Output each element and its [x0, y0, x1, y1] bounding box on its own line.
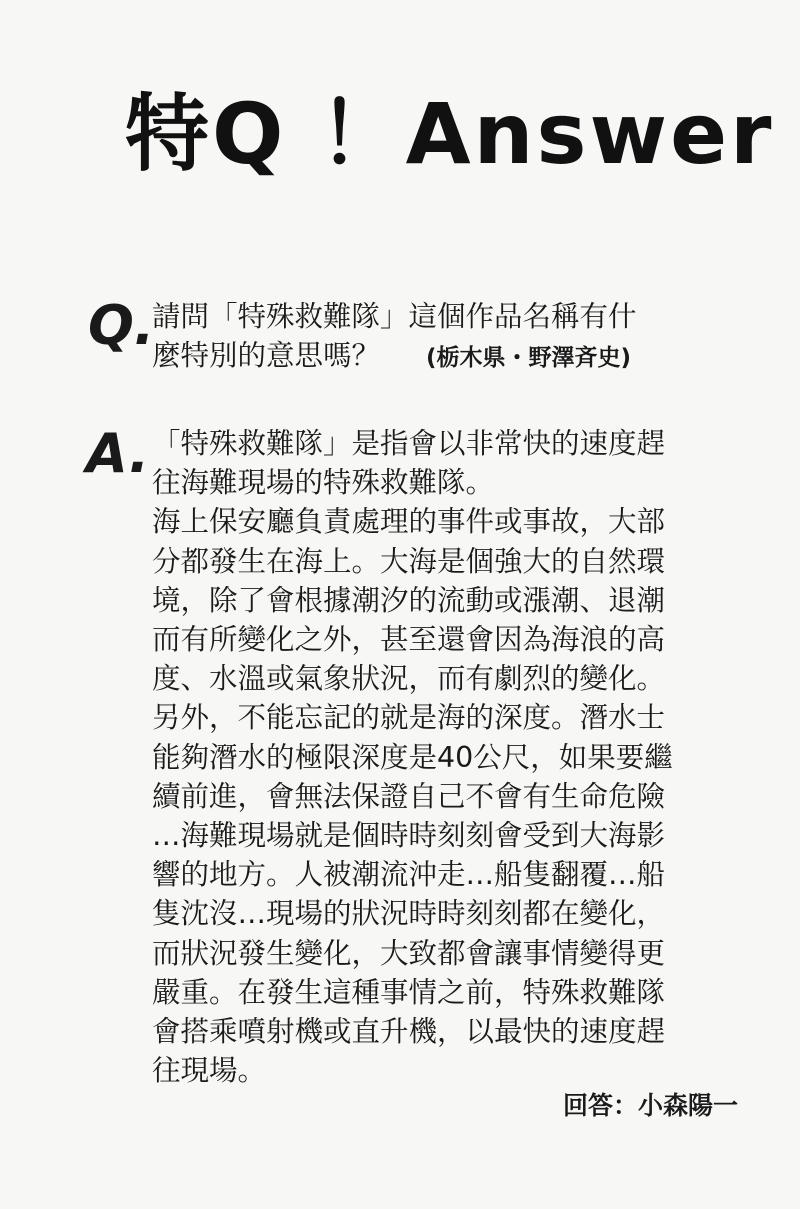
question-line: [152, 336, 742, 378]
answer-line: …海難現場就是個時時刻刻會受到大海影: [152, 819, 666, 853]
answer-line: 能夠潛水的極限深度是40公尺，如果要繼: [152, 740, 673, 774]
answer-line: 續前進，會無法保證自己不會有生命危險: [152, 779, 666, 813]
question-marker: Q.: [88, 294, 155, 357]
answer-signature: 回答：小森陽一: [562, 1091, 738, 1120]
answer-line: 度、水溫或氣象狀況，而有劇烈的變化。: [152, 662, 666, 696]
answer-line: 響的地方。人被潮流沖走…船隻翻覆…船: [152, 858, 666, 892]
answer-line: 分都發生在海上。大海是個強大的自然環: [152, 544, 666, 578]
answer-line: 而狀況發生變化，大致都會讓事情變得更: [152, 936, 666, 970]
page-title: 特Q ！Answer: [125, 85, 775, 183]
answer-text: [152, 424, 742, 1090]
answer-line: 境，除了會根據潮汐的流動或漲潮、退潮: [152, 583, 666, 617]
question-asker: (栃木県・野澤斉史): [426, 345, 632, 372]
answer-marker: A.: [86, 422, 150, 485]
answer-line: 海上保安廳負責處理的事件或事故，大部: [152, 505, 666, 539]
question-line-text: 麼特別的意思嗎？: [152, 339, 381, 373]
question-text: [152, 297, 742, 378]
answer-line: 往海難現場的特殊救難隊。: [152, 466, 495, 500]
question-line: 請問「特殊救難隊」這個作品名稱有什: [152, 300, 637, 333]
answer-line: 往現場。: [152, 1054, 267, 1088]
answer-line: 隻沈沒…現場的狀況時時刻刻都在變化，: [152, 897, 666, 931]
answer-line: 而有所變化之外，甚至還會因為海浪的高: [152, 623, 666, 657]
answer-line: 會搭乘噴射機或直升機，以最快的速度趕: [152, 1015, 666, 1049]
answer-line: 「特殊救難隊」是指會以非常快的速度趕: [152, 427, 666, 460]
answer-line: 另外，不能忘記的就是海的深度。潛水士: [152, 701, 666, 735]
answer-line: 嚴重。在發生這種事情之前，特殊救難隊: [152, 975, 666, 1009]
